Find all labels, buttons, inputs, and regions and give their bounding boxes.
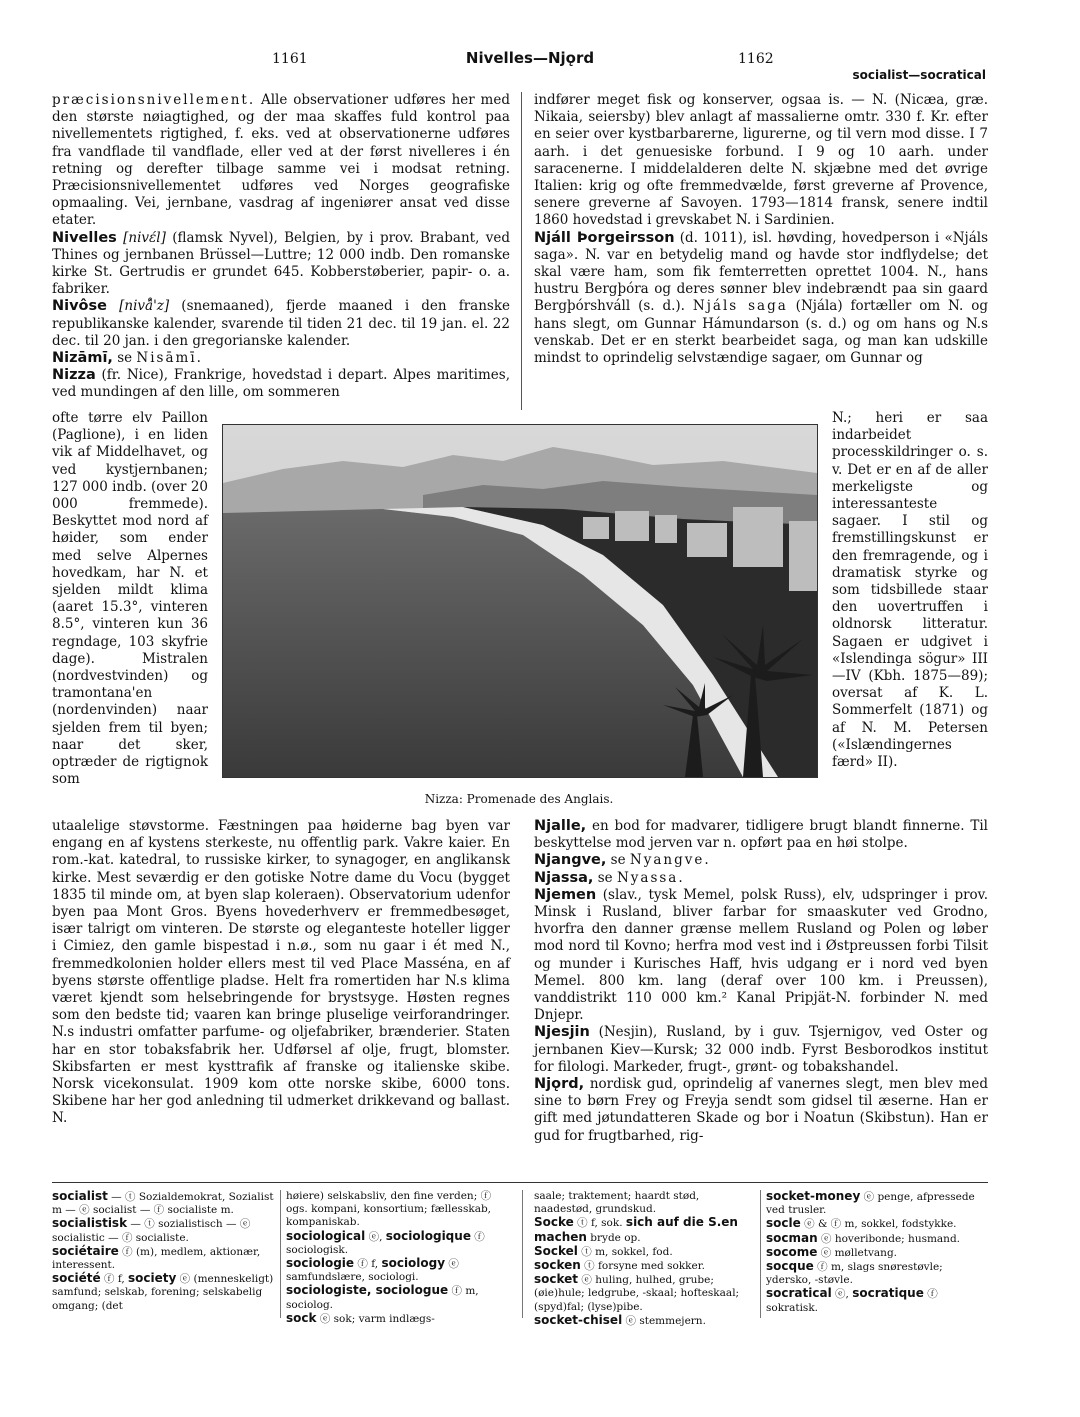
dict-headword: socialistisk [52, 1216, 128, 1231]
dict-text: ⓔ, [831, 1288, 853, 1301]
dict-text: ⓔ penge, afpressede ved trusler. [766, 1191, 975, 1217]
left-page-number: 1161 [272, 51, 308, 67]
entry-njangve [534, 852, 988, 869]
dict-entry [52, 1190, 274, 1217]
dict-headword: socialist [52, 1189, 108, 1203]
footer-column-divider [280, 1190, 281, 1318]
dict-headword: socle [766, 1216, 801, 1231]
headword: Nizza [52, 367, 96, 384]
entry-text: (slav., tysk Memel, polsk Russ), elv, udspringer i prov. Minsk i Rusland, bliver farbar for smaaskuter ved Grodno, hvorfra den danner grænse mellem Rusland og Polen og løber mod nord til Kovno; herfra mod vest ind i Østpreussen forbi Tilsit og munder i Kurisches Haff, hvis udgang er i nord ved byen Memel. 800 km. lang (deraf over 100 km. i Preussen), vanddistrikt 110 000 km.² Kanal Pripjät-N. forbinder N. med Dnjepr. [534, 886, 988, 1024]
headword: Njalle, [534, 818, 587, 834]
entry-njemen [534, 887, 988, 1025]
footer-rule [52, 1182, 988, 1183]
page-title: Nivelles—Njǫrd [465, 49, 595, 67]
entry-njassa [534, 870, 988, 887]
dict-headword: société [52, 1271, 101, 1286]
pronunciation: [nivɛ́l] [123, 229, 166, 246]
entry-nizza-history [534, 92, 988, 230]
headword: Nizāmī, [52, 350, 113, 367]
photo-caption: Nizza: Promenade des Anglais. [424, 792, 614, 806]
dict-headword: socket [534, 1272, 579, 1287]
dict-text: bryde op. [586, 1231, 641, 1244]
njall-wrap-text [832, 410, 988, 771]
dict-headword: socket-chisel [534, 1312, 623, 1327]
left-column-top [52, 92, 510, 402]
headword: Njassa, [534, 869, 594, 886]
cross-reference: Nyangve. [629, 852, 711, 869]
right-column-bottom [534, 818, 988, 1145]
pronunciation: [nivå̂'z] [119, 298, 170, 315]
dict-entry [766, 1217, 988, 1231]
entry-nivelles [52, 230, 510, 299]
headword: Njesjin [534, 1024, 590, 1041]
spaced-term: præcisionsnivellement. [52, 92, 256, 108]
dict-text: ⓣ forsyne med sokker. [580, 1260, 705, 1273]
entry-text: N.; heri er saa indarbeidet processkildringer o. s. v. Det er en af de aller merkeligste og interessanteste sagaer. I stil og fremstillingskunst er den fremragende, og i dramatisk styrke og som tidsbillede staar den uovertruffen i oldnorsk litteratur. Sagaen er udgivet i «Islendinga sögur» III—IV (Kbh. 1875—89); oversat af K. L. Sommerfelt (1871) og af N. M. Petersen («Islændingernes færd» II). [832, 410, 988, 771]
dict-entry [766, 1190, 988, 1217]
dict-headword: socket-money [766, 1189, 861, 1203]
dict-entry [766, 1246, 988, 1260]
dictionary-running-head: socialist—socratical [852, 68, 986, 82]
entry-text: utaalelige støvstorme. Fæstningen paa høiderne bag byen var engang en af kystens sterkeste, nu offentlig park. Vakre kaier. En rom.-kat. katedral, to russiske kirker, to synagoger, en anglikansk kirke. Mest seværdig er den gotiske Notre dame du Vocu (bygget 1835 til minde om, at byen slap koleraen). Observatorium udenfor byen paa Mont Gros. Byens hovederhverv er fremmedbesøget, især talrigt om vinteren. De største og eleganteste hoteller ligger i Cimiez, den gamle bispestad i n.ø., som nu gaar i ét med N., fremmedkolonien holder ellers mest til ved Place Masséna, en af byens største offentlige pladse. Helt fra romertiden har N.s klima været kjendt som helsebringende for brystsyge. Høsten regnes som den bedste tid; vaaren kan bringe pluselige veirforandringer. N.s industri omfatter parfume- og oljefabriker, brænderier. Staten har en stor tobaksfabrik her. Udførsel af olje, frugt, blomster. Skibsfarten er mest kysttrafik af franske og italienske skibe. Norsk vicekonsulat. 1909 kom otte norske skibe, 6000 tons. Skibene har her god anledning til udmerket drikkevand og ballast. N. [52, 818, 510, 1127]
entry-nizza [52, 367, 510, 401]
dict-text: ⓔ & ⓕ m, sokkel, fodstykke. [800, 1218, 957, 1231]
entry-text: nordisk gud, oprindelig af vanernes slegt, men blev med sine to børn Frey og Freyja sendt som gidsel til æserne. Han er gift med jøtundatteren Skade og bor i Noatun (Skibstun). Han er gud for frugtbarhed, rig- [534, 1076, 988, 1144]
dict-headword: sociological [286, 1228, 366, 1243]
entry-nizami [52, 350, 510, 367]
entry-text: (flamsk Nyvel), Belgien, by i prov. Brabant, ved Thines og jernbanen Brüssel—Luttre; 12 000 indb. Den romanske kirke St. Gertrudis er grundet 645. Kobberstøberier, papir- o. a. fabriker. [52, 229, 510, 298]
entry-text: se [112, 350, 137, 367]
dict-headword: society [128, 1271, 177, 1286]
dict-text: ⓕ m, sociolog. [286, 1285, 479, 1311]
dict-entry [534, 1245, 754, 1259]
dict-text: ⓣ m, sokkel, fod. [577, 1245, 673, 1258]
entry-njesjin [534, 1024, 988, 1076]
dict-headword: Socke [534, 1215, 574, 1230]
dict-headword: sociologie [286, 1256, 355, 1271]
dict-entry [766, 1287, 988, 1314]
dict-headword: socome [766, 1244, 818, 1259]
dict-headword: sociologique [385, 1228, 471, 1243]
column-divider [521, 92, 522, 410]
entry-njord [534, 1076, 988, 1145]
dict-entry [286, 1257, 510, 1284]
dict-entry [766, 1260, 988, 1287]
dict-entry [52, 1272, 274, 1313]
dict-entry [534, 1314, 754, 1328]
cross-reference: Nisāmī. [136, 350, 203, 367]
dict-headword: socratical [766, 1286, 832, 1301]
dict-entry [286, 1230, 510, 1257]
dict-text: ⓕ sociologisk. [286, 1230, 485, 1256]
dict-entry [534, 1273, 754, 1314]
dict-entry [52, 1217, 274, 1244]
entry-text: (d. 1011), isl. høvding, hovedperson i «Njáls saga». N. var en betydelig mand og havde stor indflydelse; det skal være ham, som fik femterretten oprettet 1004. N., hans hustru Bergþóra og deres sønner blev indebrændt paa sin gaard Bergþórshváll (s. d.). [534, 229, 988, 315]
nizza-wrap-text [52, 410, 208, 788]
entry-text: (fr. Nice), Frankrige, hovedstad i depart. Alpes maritimes, ved mundingen af den lille, om sommeren [52, 367, 510, 401]
dictionary-column-2 [286, 1190, 510, 1326]
dict-headword: Sockel [534, 1243, 578, 1258]
dict-headword: socman [766, 1230, 818, 1245]
dict-text: ⓔ huling, hulhed, grube; (øie)hule; ledgrube, -skaal; hofteskaal; (spyd)fal; (lyse)pibe. [534, 1274, 740, 1313]
headword: Nivelles [52, 229, 117, 246]
dict-headword: socratique [852, 1286, 924, 1301]
dict-text: høiere) selskabsliv, den fine verden; ⓕ ogs. kompani, konsortium; fællesskab, kompaniskab. [286, 1190, 492, 1229]
entry-njall [534, 230, 988, 368]
dict-entry [534, 1259, 754, 1273]
entry-njalle [534, 818, 988, 852]
dict-entry [534, 1216, 754, 1244]
dict-headword: sociologiste, sociologue [286, 1283, 449, 1298]
right-column-top [534, 92, 988, 367]
dict-entry [534, 1190, 754, 1216]
dict-text: saale; traktement; haardt stød, naadestød, grundskud. [534, 1190, 700, 1216]
entry-praecisionsnivellement [52, 92, 510, 230]
cross-reference: Nyassa. [616, 869, 685, 886]
dict-text: ⓔ (menneskeligt) samfund; selskab, forening; selskabelig omgang; (det [52, 1273, 274, 1312]
spaced-term: Njáls saga [692, 298, 788, 315]
entry-text: (Nesjin), Rusland, by i guv. Tsjernigov, ved Oster og jernbanen Kiev—Kursk; 32 000 indb. Fyrst Besborodkos institut for filologi. Markeder, frugt-, grønt- og tobakshandel. [534, 1024, 988, 1075]
entry-text: en bod for madvarer, tidligere brugt blandt finnerne. Til beskyttelse mod jerven var n. opført paa en høi stolpe. [534, 818, 988, 852]
dict-headword: socque [766, 1259, 814, 1274]
dict-headword: sock [286, 1310, 317, 1325]
dict-text: ⓕ f, [354, 1258, 382, 1271]
dict-text: ⓕ (m), medlem, aktionær, interessent. [52, 1245, 261, 1272]
dict-text: — ⓣ Sozialdemokrat, Sozialist m — ⓔ socialist — ⓕ socialiste m. [52, 1191, 274, 1217]
dict-entry [52, 1245, 274, 1272]
headword: Nivôse [52, 298, 107, 315]
dict-entry [766, 1232, 988, 1246]
dict-headword: sociology [381, 1256, 446, 1271]
footer-column-divider [760, 1190, 761, 1318]
dictionary-column-3 [534, 1190, 754, 1328]
dict-text: ⓔ hoveribonde; husmand. [817, 1232, 961, 1245]
dict-headword: socken [534, 1258, 581, 1273]
dict-headword: sich auf die S.en machen [534, 1215, 738, 1244]
dict-text: ⓕ m, slags snørestøvle; ydersko, -støvle. [766, 1261, 943, 1287]
dict-text: ⓔ mølletvang. [817, 1246, 898, 1259]
dict-headword: sociétaire [52, 1243, 119, 1258]
dict-text: ⓔ samfundslære, sociologi. [286, 1258, 459, 1284]
dict-entry [286, 1190, 510, 1230]
dict-entry [286, 1284, 510, 1311]
entry-text: ofte tørre elv Paillon (Paglione), i en liden vik af Middelhavet, og ved kystjernbanen; 127 000 indb. (over 20 000 fremmede). Beskyttet mod nord af høider, som ender med selve Alpernes hovedkam, har N. et sjelden mildt klima (aaret 15.3°, vinteren 8.5°, vinteren kun 36 regndage, 103 skyfrie dage). Mistralen (nordvestvinden) og tramontana'en (nordenvinden) naar sjelden frem til byen; naar det sker, optræder de rigtignok som [52, 410, 208, 788]
dict-text: ⓔ stemmejern. [622, 1314, 706, 1327]
entry-text: Alle observationer udføres her med den største nøiagtighed, og der maa skaffes fuld kontrol paa nivellementets rigtighed, f. eks. ved at observationerne udføres fra vandflade til vandflade, eller ved at der først nivelleres i én retning og derefter tilbage samme vei i modsat retning. Præcisionsnivellementet udføres ved Norges geografiske opmaaling. Vei, jernbane, vasdrag af ingeniører ansat ved disse etater. [52, 92, 510, 229]
dict-text: ⓔ sok; varm indlægs- [316, 1312, 435, 1325]
entry-nivose [52, 298, 510, 350]
entry-text: se [606, 852, 630, 869]
entry-text: se [593, 869, 617, 886]
entry-text: indfører meget fisk og konserver, ogsaa is. — N. (Nicæa, græ. Nikaia, seiersby) blev anlagt af massalierne omtr. 330 f. Kr. efter en seier over kystbarbarerne, ligurerne, og til vern mod disse. I 7 aarh. i det genuesiske forbund. I 9 og 10 aarh. under saracenerne. I middelalderen delte N. skjæbne med det øvrige Italien: krig og ofte fremmedvælde, først greverne af Provence, senere greverne af Savoyen. 1793—1814 fransk, senere indtil 1860 hovedstad i grevskabet N. i Sardinien. [534, 92, 988, 229]
dict-entry [286, 1312, 510, 1326]
dictionary-column-4 [766, 1190, 988, 1315]
entry-text: (Njála) fortæller om N. og hans slegt, om Gunnar Hámundarson (s. d.) og om hans og N.s venskab. Det er en sterkt bearbeidet saga, og man kan udskille mindst to oprindelig selvstændige sagaer, om Gunnar og [534, 298, 988, 367]
dictionary-column-1 [52, 1190, 274, 1313]
photo-illustration [223, 425, 817, 777]
headword: Njangve, [534, 852, 607, 869]
dict-text: ⓕ f, [100, 1273, 129, 1286]
headword: Njǫrd, [534, 1076, 585, 1093]
left-column-bottom [52, 818, 510, 1128]
dict-text: ⓔ, [365, 1230, 386, 1243]
right-page-number: 1162 [738, 51, 774, 67]
headword: Njáll Þorgeirsson [534, 229, 675, 246]
entry-text: (snemaaned), fjerde maaned i den franske republikanske kalender, svarende til tiden 21 dec. til 19 jan. el. 22 dec. til 20 jan. i den gregorianske kalender. [52, 298, 511, 349]
dict-text: ⓕ sokratisk. [766, 1288, 938, 1314]
headword: Njemen [534, 886, 597, 903]
dict-text: — ⓣ sozialistisch — ⓔ socialistic — ⓕ socialiste. [52, 1218, 251, 1244]
dict-text: ⓣ f, sok. [573, 1217, 626, 1230]
photograph-promenade-des-anglais [222, 424, 818, 778]
footer-column-divider [522, 1190, 523, 1318]
